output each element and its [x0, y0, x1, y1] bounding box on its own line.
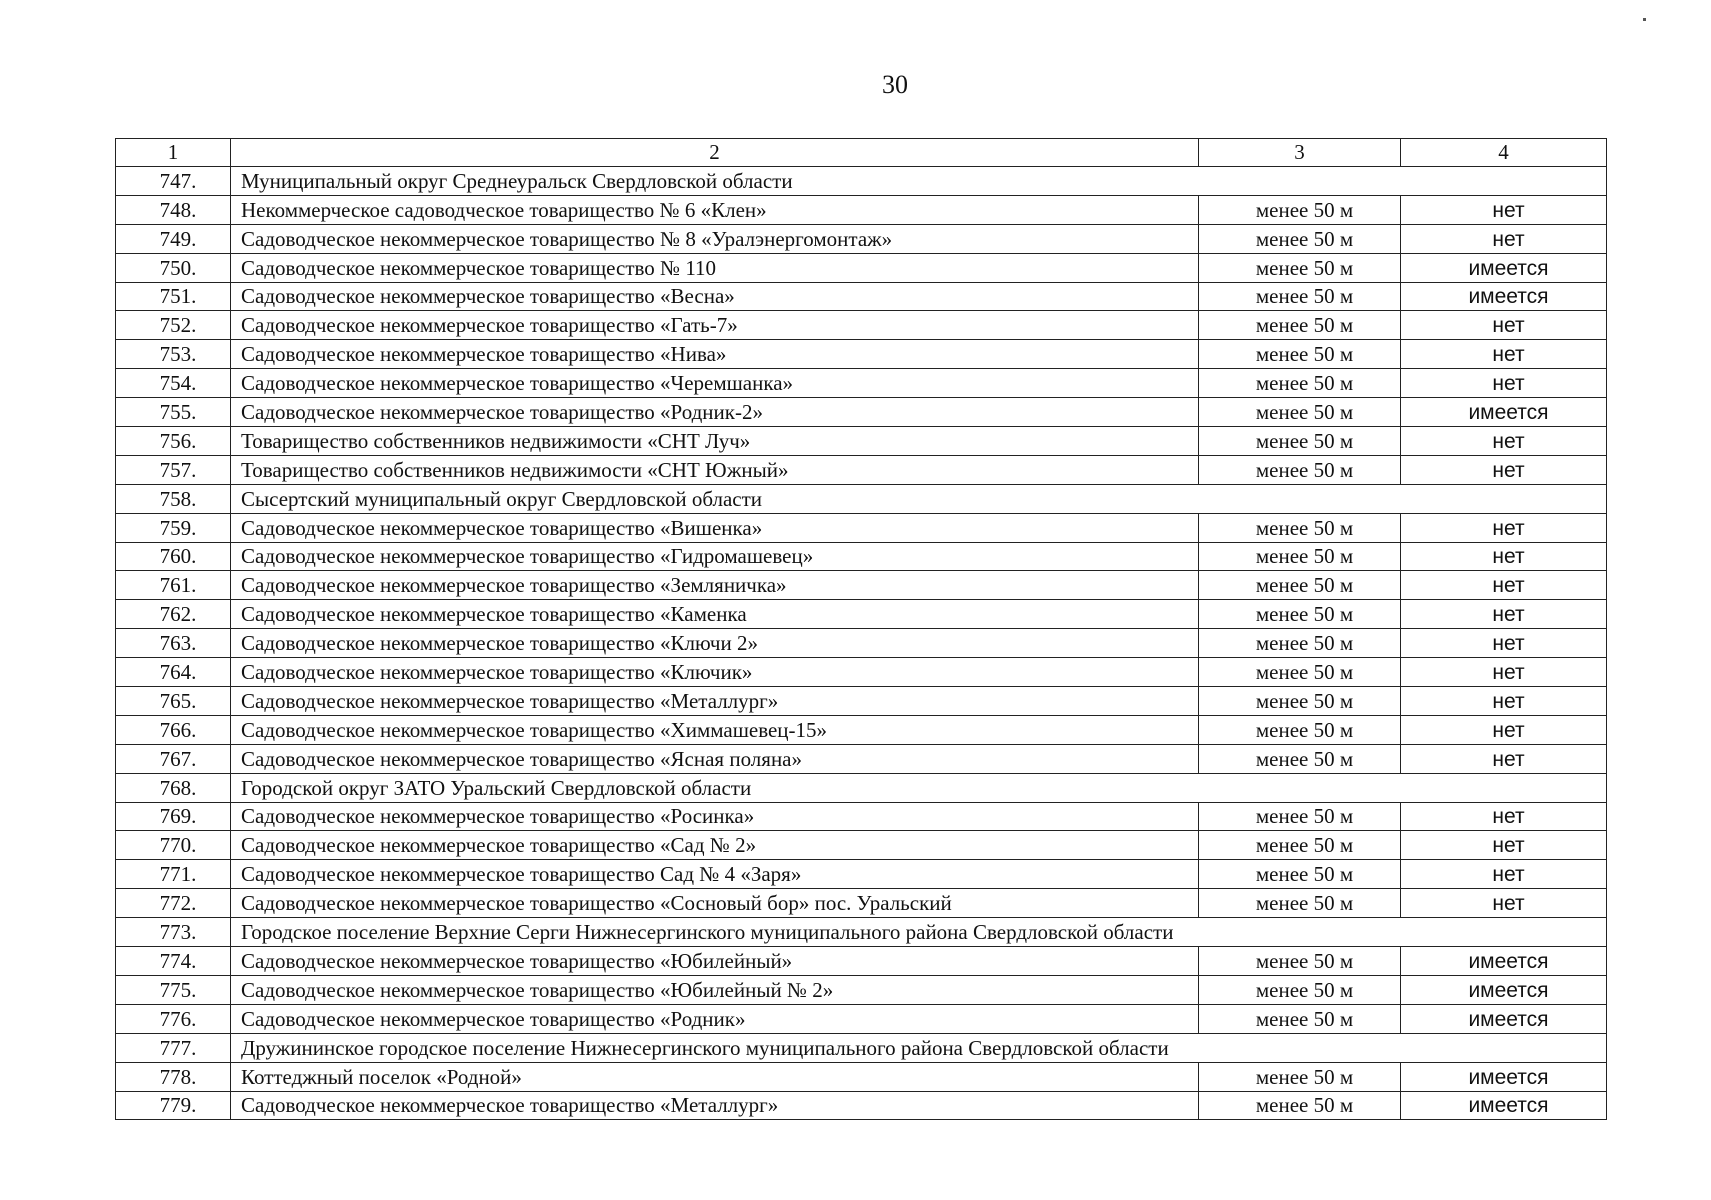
row-number: 776.: [116, 1004, 231, 1033]
availability-value: нет: [1401, 340, 1607, 369]
organization-name: Садоводческое некоммерческое товарищество «Черемшанка»: [231, 369, 1199, 398]
distance-value: менее 50 м: [1199, 513, 1401, 542]
table-row: [116, 831, 1607, 860]
organization-name: Садоводческое некоммерческое товарищество «Вишенка»: [231, 513, 1199, 542]
availability-value: нет: [1401, 427, 1607, 456]
table-section-row: [116, 167, 1607, 196]
distance-value: менее 50 м: [1199, 947, 1401, 976]
organization-name: Садоводческое некоммерческое товарищество «Гидромашевец»: [231, 542, 1199, 571]
table-body: [116, 167, 1607, 1120]
row-number: 757.: [116, 455, 231, 484]
distance-value: менее 50 м: [1199, 975, 1401, 1004]
row-number: 763.: [116, 629, 231, 658]
table-row: [116, 802, 1607, 831]
row-number: 755.: [116, 398, 231, 427]
availability-value: нет: [1401, 889, 1607, 918]
table-section-row: [116, 484, 1607, 513]
row-number: 756.: [116, 427, 231, 456]
table-row: [116, 427, 1607, 456]
table-row: [116, 600, 1607, 629]
distance-value: менее 50 м: [1199, 455, 1401, 484]
distance-value: менее 50 м: [1199, 1091, 1401, 1120]
section-title: Муниципальный округ Среднеуральск Свердловской области: [231, 167, 1607, 196]
row-number: 779.: [116, 1091, 231, 1120]
organization-name: Садоводческое некоммерческое товарищество «Юбилейный № 2»: [231, 975, 1199, 1004]
section-title: Сысертский муниципальный округ Свердловской области: [231, 484, 1607, 513]
table-row: [116, 282, 1607, 311]
row-number: 754.: [116, 369, 231, 398]
row-number: 778.: [116, 1062, 231, 1091]
table-header-row: [116, 139, 1607, 167]
column-header-4: 4: [1401, 139, 1607, 167]
row-number: 773.: [116, 918, 231, 947]
distance-value: менее 50 м: [1199, 282, 1401, 311]
row-number: 753.: [116, 340, 231, 369]
availability-value: нет: [1401, 455, 1607, 484]
registry-table: [115, 138, 1607, 1120]
distance-value: менее 50 м: [1199, 600, 1401, 629]
availability-value: имеется: [1401, 1004, 1607, 1033]
row-number: 750.: [116, 253, 231, 282]
distance-value: менее 50 м: [1199, 398, 1401, 427]
organization-name: Садоводческое некоммерческое товарищество «Ключик»: [231, 658, 1199, 687]
availability-value: нет: [1401, 658, 1607, 687]
organization-name: Садоводческое некоммерческое товарищество № 110: [231, 253, 1199, 282]
row-number: 747.: [116, 167, 231, 196]
row-number: 759.: [116, 513, 231, 542]
row-number: 760.: [116, 542, 231, 571]
organization-name: Садоводческое некоммерческое товарищество «Ясная поляна»: [231, 744, 1199, 773]
row-number: 768.: [116, 773, 231, 802]
column-header-1: 1: [116, 139, 231, 167]
availability-value: нет: [1401, 600, 1607, 629]
availability-value: нет: [1401, 542, 1607, 571]
organization-name: Садоводческое некоммерческое товарищество «Нива»: [231, 340, 1199, 369]
row-number: 761.: [116, 571, 231, 600]
availability-value: нет: [1401, 831, 1607, 860]
page-number: 30: [882, 70, 908, 99]
row-number: 764.: [116, 658, 231, 687]
table-row: [116, 398, 1607, 427]
organization-name: Садоводческое некоммерческое товарищество «Сосновый бор» пос. Уральский: [231, 889, 1199, 918]
organization-name: Садоводческое некоммерческое товарищество Сад № 4 «Заря»: [231, 860, 1199, 889]
organization-name: Коттеджный поселок «Родной»: [231, 1062, 1199, 1091]
table-section-row: [116, 773, 1607, 802]
row-number: 771.: [116, 860, 231, 889]
availability-value: нет: [1401, 687, 1607, 716]
table-row: [116, 744, 1607, 773]
table-row: [116, 975, 1607, 1004]
table-row: [116, 224, 1607, 253]
availability-value: имеется: [1401, 398, 1607, 427]
table-row: [116, 311, 1607, 340]
availability-value: нет: [1401, 802, 1607, 831]
row-number: 772.: [116, 889, 231, 918]
distance-value: менее 50 м: [1199, 369, 1401, 398]
distance-value: менее 50 м: [1199, 715, 1401, 744]
table-row: [116, 253, 1607, 282]
row-number: 748.: [116, 195, 231, 224]
column-header-3: 3: [1199, 139, 1401, 167]
availability-value: нет: [1401, 571, 1607, 600]
organization-name: Садоводческое некоммерческое товарищество «Каменка: [231, 600, 1199, 629]
table-row: [116, 1062, 1607, 1091]
organization-name: Садоводческое некоммерческое товарищество «Родник-2»: [231, 398, 1199, 427]
availability-value: нет: [1401, 744, 1607, 773]
organization-name: Садоводческое некоммерческое товарищество «Металлург»: [231, 687, 1199, 716]
distance-value: менее 50 м: [1199, 860, 1401, 889]
availability-value: нет: [1401, 369, 1607, 398]
table-row: [116, 687, 1607, 716]
distance-value: менее 50 м: [1199, 831, 1401, 860]
distance-value: менее 50 м: [1199, 224, 1401, 253]
table-row: [116, 1091, 1607, 1120]
distance-value: менее 50 м: [1199, 571, 1401, 600]
table-row: [116, 860, 1607, 889]
column-header-2: 2: [231, 139, 1199, 167]
table-row: [116, 513, 1607, 542]
availability-value: нет: [1401, 715, 1607, 744]
organization-name: Садоводческое некоммерческое товарищество «Металлург»: [231, 1091, 1199, 1120]
table-row: [116, 195, 1607, 224]
table-row: [116, 889, 1607, 918]
row-number: 770.: [116, 831, 231, 860]
availability-value: нет: [1401, 513, 1607, 542]
table-row: [116, 658, 1607, 687]
organization-name: Товарищество собственников недвижимости «СНТ Луч»: [231, 427, 1199, 456]
row-number: 775.: [116, 975, 231, 1004]
availability-value: нет: [1401, 224, 1607, 253]
table-section-row: [116, 918, 1607, 947]
availability-value: имеется: [1401, 947, 1607, 976]
distance-value: менее 50 м: [1199, 889, 1401, 918]
table-row: [116, 715, 1607, 744]
row-number: 752.: [116, 311, 231, 340]
organization-name: Некоммерческое садоводческое товарищество № 6 «Клен»: [231, 195, 1199, 224]
distance-value: менее 50 м: [1199, 311, 1401, 340]
availability-value: имеется: [1401, 253, 1607, 282]
organization-name: Садоводческое некоммерческое товарищество «Сад № 2»: [231, 831, 1199, 860]
availability-value: нет: [1401, 629, 1607, 658]
scan-speck: [1643, 18, 1646, 21]
row-number: 749.: [116, 224, 231, 253]
availability-value: имеется: [1401, 1091, 1607, 1120]
organization-name: Садоводческое некоммерческое товарищество «Ключи 2»: [231, 629, 1199, 658]
organization-name: Садоводческое некоммерческое товарищество «Весна»: [231, 282, 1199, 311]
table-row: [116, 571, 1607, 600]
row-number: 762.: [116, 600, 231, 629]
organization-name: Садоводческое некоммерческое товарищество «Росинка»: [231, 802, 1199, 831]
availability-value: имеется: [1401, 282, 1607, 311]
distance-value: менее 50 м: [1199, 542, 1401, 571]
organization-name: Садоводческое некоммерческое товарищество «Родник»: [231, 1004, 1199, 1033]
table-row: [116, 455, 1607, 484]
organization-name: Садоводческое некоммерческое товарищество «Земляничка»: [231, 571, 1199, 600]
table-row: [116, 369, 1607, 398]
distance-value: менее 50 м: [1199, 253, 1401, 282]
distance-value: менее 50 м: [1199, 427, 1401, 456]
distance-value: менее 50 м: [1199, 744, 1401, 773]
section-title: Дружининское городское поселение Нижнесергинского муниципального района Свердловской области: [231, 1033, 1607, 1062]
distance-value: менее 50 м: [1199, 687, 1401, 716]
organization-name: Товарищество собственников недвижимости «СНТ Южный»: [231, 455, 1199, 484]
distance-value: менее 50 м: [1199, 1062, 1401, 1091]
row-number: 774.: [116, 947, 231, 976]
row-number: 751.: [116, 282, 231, 311]
availability-value: нет: [1401, 311, 1607, 340]
row-number: 766.: [116, 715, 231, 744]
distance-value: менее 50 м: [1199, 629, 1401, 658]
table-row: [116, 340, 1607, 369]
row-number: 767.: [116, 744, 231, 773]
table-row: [116, 947, 1607, 976]
availability-value: нет: [1401, 195, 1607, 224]
distance-value: менее 50 м: [1199, 340, 1401, 369]
organization-name: Садоводческое некоммерческое товарищество «Химмашевец-15»: [231, 715, 1199, 744]
table-row: [116, 542, 1607, 571]
distance-value: менее 50 м: [1199, 802, 1401, 831]
section-title: Городское поселение Верхние Серги Нижнесергинского муниципального района Свердловской области: [231, 918, 1607, 947]
availability-value: имеется: [1401, 975, 1607, 1004]
row-number: 758.: [116, 484, 231, 513]
distance-value: менее 50 м: [1199, 658, 1401, 687]
row-number: 777.: [116, 1033, 231, 1062]
distance-value: менее 50 м: [1199, 195, 1401, 224]
table-section-row: [116, 1033, 1607, 1062]
row-number: 769.: [116, 802, 231, 831]
section-title: Городской округ ЗАТО Уральский Свердловской области: [231, 773, 1607, 802]
availability-value: имеется: [1401, 1062, 1607, 1091]
availability-value: нет: [1401, 860, 1607, 889]
row-number: 765.: [116, 687, 231, 716]
organization-name: Садоводческое некоммерческое товарищество «Гать-7»: [231, 311, 1199, 340]
organization-name: Садоводческое некоммерческое товарищество № 8 «Уралэнергомонтаж»: [231, 224, 1199, 253]
table-row: [116, 1004, 1607, 1033]
distance-value: менее 50 м: [1199, 1004, 1401, 1033]
table-row: [116, 629, 1607, 658]
organization-name: Садоводческое некоммерческое товарищество «Юбилейный»: [231, 947, 1199, 976]
